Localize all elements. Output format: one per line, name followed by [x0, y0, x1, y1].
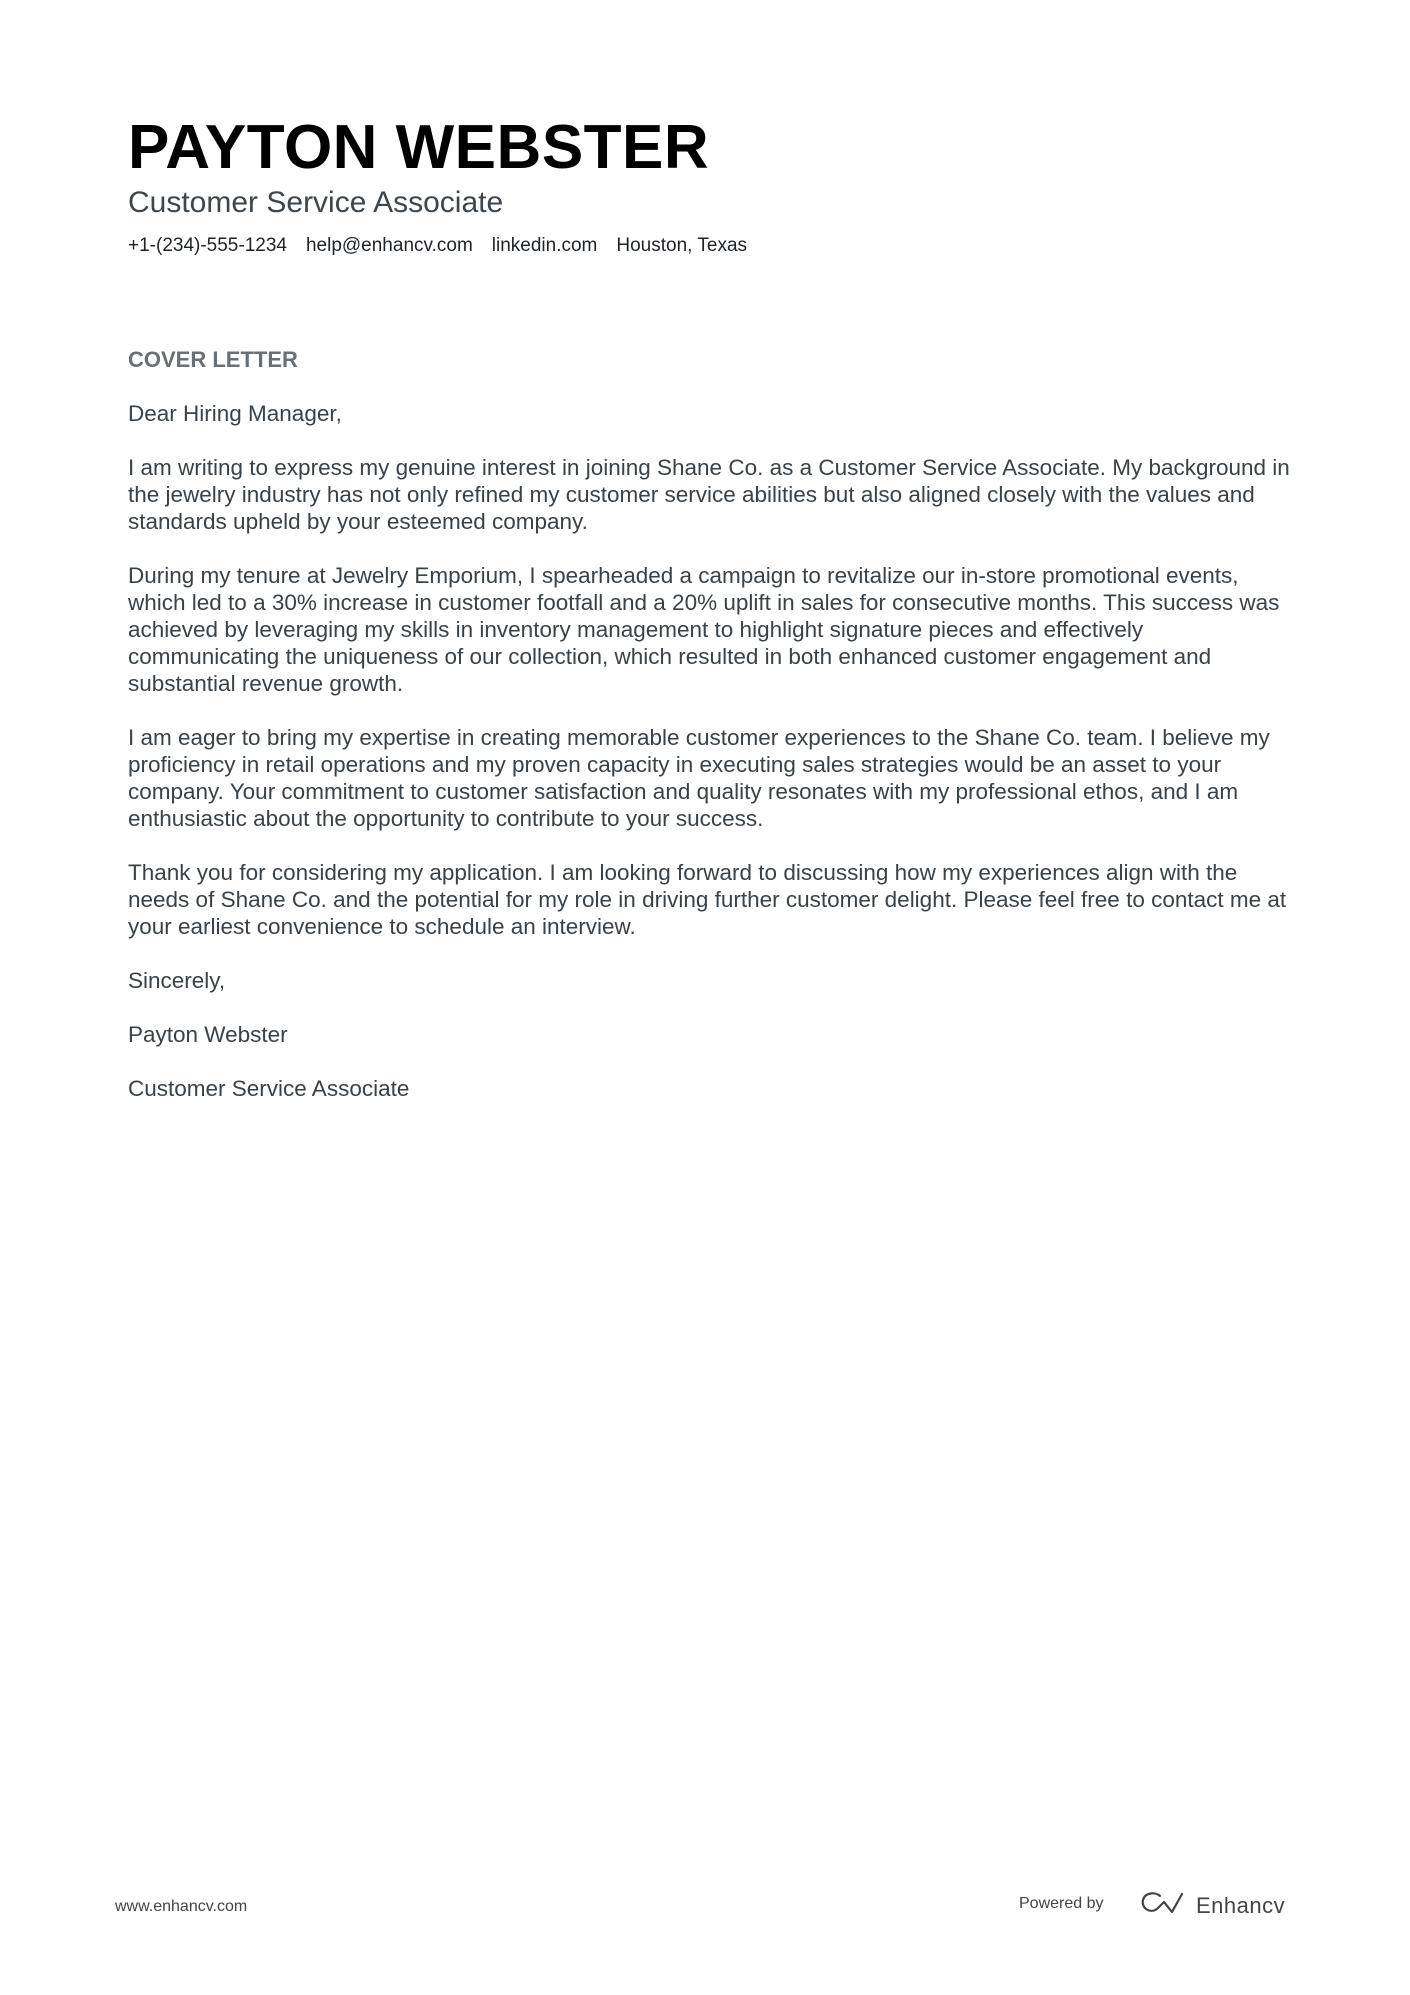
signature-name: Payton Webster — [128, 1022, 288, 1047]
contact-info — [128, 235, 747, 257]
contact-linkedin[interactable]: linkedin.com — [491, 235, 598, 256]
closing: Sincerely, — [128, 968, 226, 993]
contact-email[interactable]: help@enhancv.com — [305, 235, 473, 256]
signature-title: Customer Service Associate — [128, 1076, 410, 1101]
contact-location: Houston, Texas — [616, 235, 748, 256]
enhancv-logo-icon — [1140, 1890, 1186, 1921]
section-title: COVER LETTER — [128, 347, 298, 372]
letter-body — [128, 400, 1298, 1129]
candidate-name: PAYTON WEBSTER — [128, 113, 710, 182]
paragraph: I am eager to bring my expertise in creating memorable customer experiences to the Shane Co. team. I believe my proficiency in retail operations and my proven capacity in executing sales strategies would be an asset to your company. Your commitment to customer satisfaction and quality resonates with my professional ethos, and I am enthusiastic about the opportunity to contribute to your success. — [128, 725, 1270, 831]
enhancv-logo[interactable] — [1140, 1890, 1285, 1921]
enhancv-logo-text: Enhancv — [1196, 1892, 1286, 1918]
paragraph: I am writing to express my genuine interest in joining Shane Co. as a Customer Service Associate. My background in the jewelry industry has not only refined my customer service abilities but also aligned closely with the values and standards upheld by your esteemed company. — [128, 455, 1290, 534]
paragraph: During my tenure at Jewelry Emporium, I spearheaded a campaign to revitalize our in-store promotional events, which led to a 30% increase in customer footfall and a 20% uplift in sales for consecutive months. This success was achieved by leveraging my skills in inventory management to highlight signature pieces and effectively communicating the uniqueness of our collection, which resulted in both enhanced customer engagement and substantial revenue growth. — [128, 563, 1280, 696]
greeting: Dear Hiring Manager, — [128, 401, 342, 426]
paragraph: Thank you for considering my application. I am looking forward to discussing how my experiences align with the needs of Shane Co. and the potential for my role in driving further customer delight. Please feel free to contact me at your earliest convenience to schedule an interview. — [128, 860, 1287, 939]
job-title: Customer Service Associate — [128, 186, 504, 219]
powered-by-label: Powered by — [1019, 1895, 1104, 1912]
contact-phone: +1-(234)-555-1234 — [128, 235, 287, 256]
footer-website[interactable]: www.enhancv.com — [115, 1898, 248, 1915]
